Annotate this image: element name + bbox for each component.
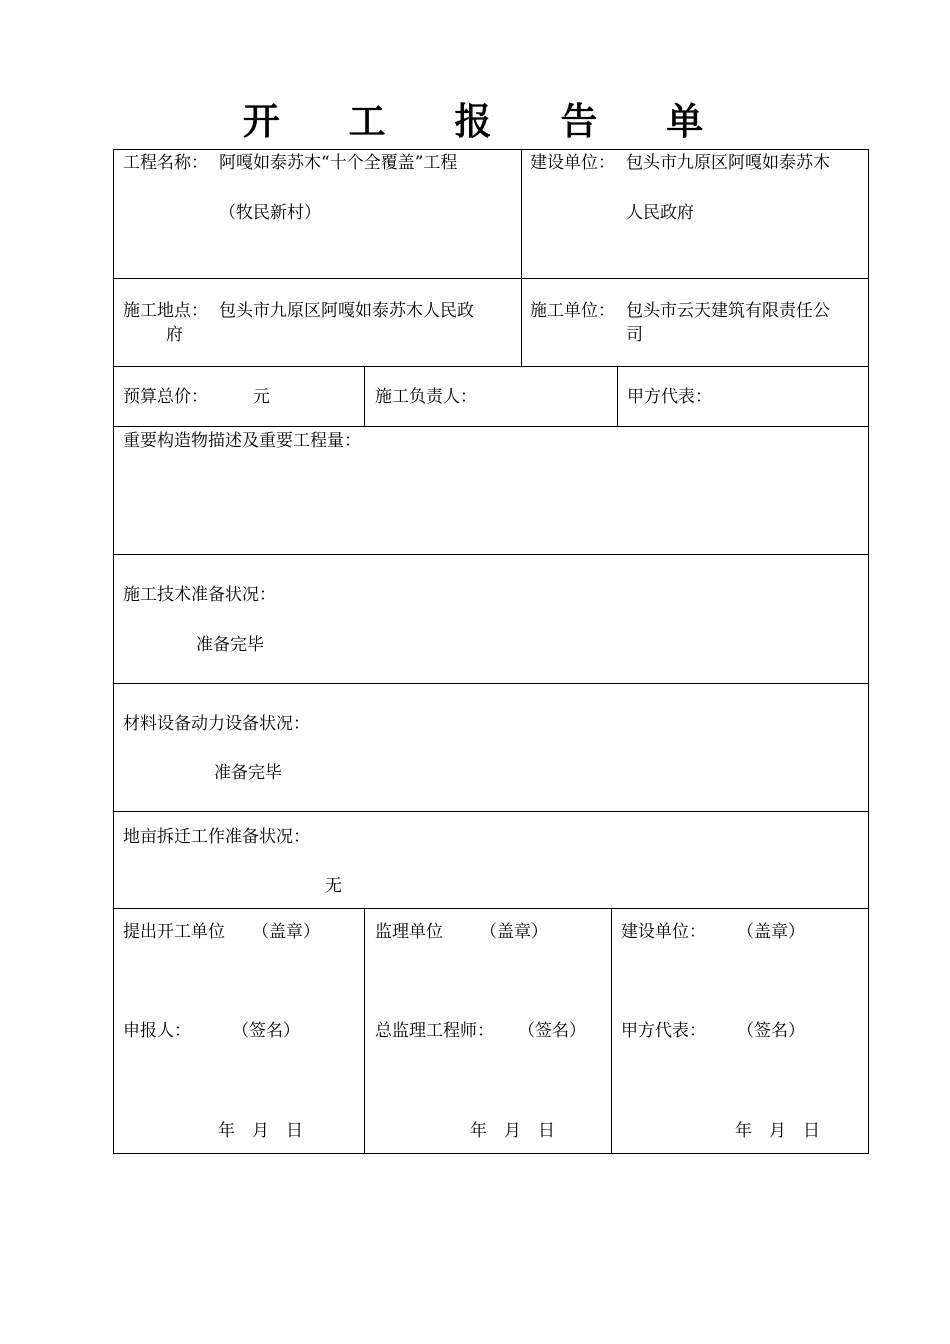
- row-divider: [114, 811, 868, 812]
- row-divider: [114, 278, 868, 279]
- construction-manager-label: 施工负责人：: [375, 387, 477, 407]
- demolition-prep-label: 地亩拆迁工作准备状况：: [123, 827, 310, 847]
- project-name-value-cont: （牧民新村）: [219, 203, 321, 223]
- applicant-unit-label: 提出开工单位: [123, 922, 225, 942]
- column-divider: [611, 908, 612, 1154]
- column-divider: [521, 150, 522, 366]
- page-title: 开 工 报 告 单: [242, 100, 732, 143]
- applicant-person-label: 申报人：: [123, 1021, 191, 1041]
- supervisor-unit-label: 监理单位: [375, 922, 443, 942]
- tech-prep-value: 准备完毕: [196, 635, 264, 655]
- applicant-date: 年 月 日: [218, 1121, 303, 1141]
- row-divider: [114, 554, 868, 555]
- project-name-value: 阿嘎如泰苏木“十个全覆盖”工程: [219, 153, 458, 173]
- party-a-rep-label: 甲方代表：: [627, 387, 712, 407]
- row-divider: [114, 426, 868, 427]
- owner-rep-label: 甲方代表：: [621, 1021, 706, 1041]
- column-divider: [617, 366, 618, 426]
- supervisor-date: 年 月 日: [470, 1121, 555, 1141]
- structure-description-label: 重要构造物描述及重要工程量：: [123, 431, 361, 451]
- row-divider: [114, 683, 868, 684]
- owner-seal: （盖章）: [737, 922, 805, 942]
- budget-label: 预算总价：: [123, 387, 208, 407]
- column-divider: [364, 366, 365, 426]
- contractor-value-cont: 司: [626, 325, 643, 345]
- report-form: [113, 149, 869, 1154]
- owner-label: 建设单位：: [530, 153, 615, 173]
- owner-rep-sign: （签名）: [737, 1021, 805, 1041]
- owner-value-cont: 人民政府: [626, 203, 694, 223]
- demolition-prep-value: 无: [325, 876, 342, 896]
- project-name-label: 工程名称：: [123, 153, 208, 173]
- contractor-label: 施工单位：: [530, 301, 615, 321]
- budget-unit: 元: [253, 387, 270, 407]
- row-divider: [114, 366, 868, 367]
- location-label: 施工地点：: [123, 301, 208, 321]
- row-divider: [114, 908, 868, 909]
- chief-supervisor-sign: （签名）: [518, 1021, 586, 1041]
- owner-value: 包头市九原区阿嘎如泰苏木: [626, 153, 830, 173]
- applicant-sign: （签名）: [232, 1021, 300, 1041]
- chief-supervisor-label: 总监理工程师：: [375, 1021, 494, 1041]
- contractor-value: 包头市云天建筑有限责任公: [626, 301, 830, 321]
- supervisor-seal: （盖章）: [480, 922, 548, 942]
- applicant-seal: （盖章）: [252, 922, 320, 942]
- location-value-cont: 府: [166, 325, 183, 345]
- material-prep-value: 准备完毕: [214, 763, 282, 783]
- tech-prep-label: 施工技术准备状况：: [123, 585, 276, 605]
- owner-date: 年 月 日: [735, 1121, 820, 1141]
- owner-unit-label: 建设单位：: [621, 922, 706, 942]
- column-divider: [364, 908, 365, 1154]
- material-prep-label: 材料设备动力设备状况：: [123, 714, 310, 734]
- location-value: 包头市九原区阿嘎如泰苏木人民政: [219, 301, 474, 321]
